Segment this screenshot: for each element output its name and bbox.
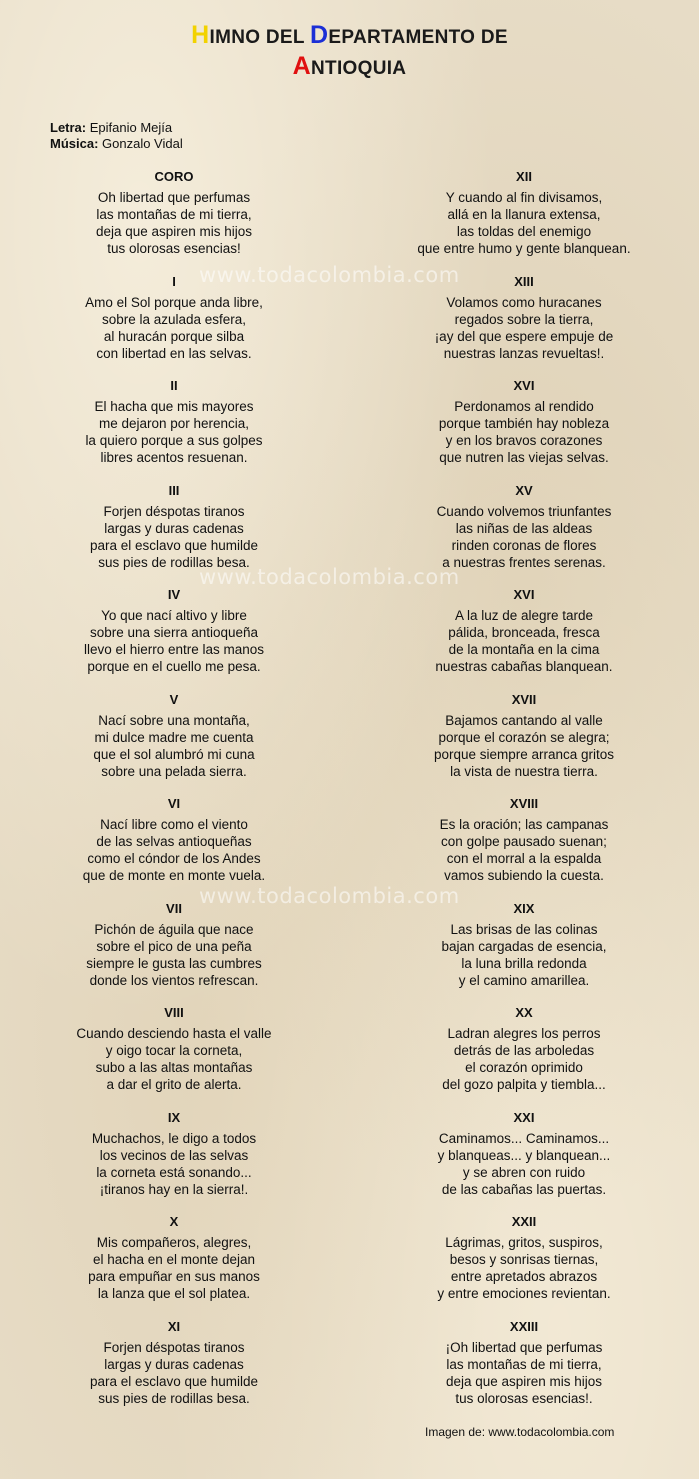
verse-line: y oigo tocar la corneta, <box>105 1043 243 1058</box>
stanza <box>394 1110 654 1215</box>
lyrics-author: Epifanio Mejía <box>86 120 173 135</box>
stanza <box>394 901 654 1006</box>
watermark: www.todacolombia.com <box>199 263 460 287</box>
right-stanza-column <box>394 169 654 1423</box>
verse-line: A la luz de alegre tarde <box>454 608 594 623</box>
left-stanza-column <box>44 169 304 1423</box>
verse-line: a dar el grito de alerta. <box>106 1077 242 1092</box>
verse-line: libres acentos resuenan. <box>100 450 248 465</box>
stanza <box>44 378 304 483</box>
verse-line: y blanqueas... y blanquean... <box>437 1147 611 1163</box>
verse-line: me dejaron por herencia, <box>98 416 250 431</box>
stanza <box>394 1214 654 1319</box>
stanza <box>44 692 304 797</box>
verse-line: y entre emociones revientan. <box>437 1286 611 1301</box>
verse-line: sobre la azulada esfera, <box>101 311 247 327</box>
verse-line: ¡Oh libertad que perfumas <box>445 1339 603 1355</box>
verse-line: los vecinos de las selvas <box>99 1147 249 1163</box>
stanza-number: VIII <box>164 1005 184 1020</box>
verse-line: del gozo palpita y tiembla... <box>442 1077 606 1092</box>
stanza <box>44 1005 304 1110</box>
stanza <box>394 1005 654 1110</box>
verse-line: vamos subiendo la cuesta. <box>444 868 604 883</box>
verse-line: de la montaña en la cima <box>448 642 600 657</box>
music-label: Música: <box>50 136 99 151</box>
watermark: www.todacolombia.com <box>199 884 460 908</box>
verse-line: sus pies de rodillas besa. <box>98 554 250 570</box>
stanza-number: XXII <box>511 1214 537 1229</box>
verse-line: y en los bravos corazones <box>445 433 603 448</box>
music-author: Gonzalo Vidal <box>98 136 183 151</box>
lyrics-label: Letra: <box>50 120 87 135</box>
stanza-number: V <box>169 691 179 707</box>
stanza <box>394 1319 654 1424</box>
verse-line: Y cuando al fin divisamos, <box>445 190 603 205</box>
verse-line: la corneta está sonando... <box>96 1164 252 1180</box>
verse-line: ¡ay del que espere empuje de <box>434 328 614 344</box>
verse-line: Cuando volvemos triunfantes <box>436 503 612 519</box>
verse-line: que nutren las viejas selvas. <box>439 450 609 465</box>
verse-line: Muchachos, le digo a todos <box>91 1130 257 1146</box>
verse-line: Oh libertad que perfumas <box>97 190 251 205</box>
verse-line: detrás de las arboledas <box>453 1043 595 1058</box>
verse-line: Es la oración; las campanas <box>439 817 609 832</box>
verse-line: las montañas de mi tierra, <box>446 1356 602 1372</box>
verse-line: Las brisas de las colinas <box>450 921 598 937</box>
title-text: EPARTAMENTO DE <box>328 27 508 48</box>
hymn-title-line-2 <box>0 52 699 83</box>
stanza-number: X <box>169 1214 179 1229</box>
title-capital-letter: H <box>191 21 210 49</box>
verse-line: la quiero porque a sus golpes <box>85 433 263 448</box>
stanza-number: CORO <box>154 169 194 184</box>
verse-line: las montañas de mi tierra, <box>96 207 252 222</box>
verse-line: pálida, bronceada, fresca <box>448 625 600 640</box>
verse-line: a nuestras frentes serenas. <box>442 554 606 570</box>
verse-line: porque también hay nobleza <box>438 416 610 431</box>
verse-line: con libertad en las selvas. <box>96 345 252 361</box>
title-capital-letter: D <box>310 21 329 49</box>
title-text: NTIOQUIA <box>311 58 407 79</box>
verse-line: nuestras lanzas revueltas!. <box>443 345 605 361</box>
verse-line: Cuando desciendo hasta el valle <box>76 1026 272 1041</box>
verse-line: porque en el cuello me pesa. <box>87 659 261 674</box>
verse-line: Amo el Sol porque anda libre, <box>85 294 263 310</box>
stanza-number: III <box>168 482 180 498</box>
verse-line: El hacha que mis mayores <box>94 399 254 414</box>
verse-line: que entre humo y gente blanquean. <box>417 241 631 256</box>
verse-line: donde los vientos refrescan. <box>89 972 259 988</box>
stanza <box>394 378 654 483</box>
title-capital-letter: A <box>292 52 312 80</box>
verse-line: las niñas de las aldeas <box>455 520 593 536</box>
stanza-number: II <box>170 378 178 393</box>
stanza <box>394 169 654 274</box>
watermark: www.todacolombia.com <box>199 565 460 589</box>
verse-line: para el esclavo que humilde <box>89 537 259 553</box>
stanza-number: XVII <box>511 691 537 707</box>
stanza <box>394 274 654 379</box>
verse-line: Nací sobre una montaña, <box>98 712 250 728</box>
title-text: IMNO DEL <box>209 27 311 48</box>
verse-line: Caminamos... Caminamos... <box>438 1130 610 1146</box>
stanza-number: XIX <box>513 900 535 916</box>
verse-line: sobre el pico de una peña <box>96 938 252 954</box>
stanza <box>44 1110 304 1215</box>
stanza-number: XVIII <box>509 796 539 811</box>
verse-line: como el cóndor de los Andes <box>87 851 261 866</box>
stanza-number: XII <box>516 169 532 184</box>
verse-line: ¡tiranos hay en la sierra!. <box>99 1181 249 1197</box>
verse-line: para el esclavo que humilde <box>89 1373 259 1389</box>
verse-line: sus pies de rodillas besa. <box>98 1390 250 1406</box>
verse-line: deja que aspiren mis hijos <box>95 224 253 239</box>
stanza-number: XVI <box>513 378 535 393</box>
stanza-number: XXIII <box>509 1318 539 1334</box>
verse-line: rinden coronas de flores <box>451 537 597 553</box>
verse-line: largas y duras cadenas <box>104 1356 244 1372</box>
stanza <box>394 587 654 692</box>
verse-line: siempre le gusta las cumbres <box>86 955 262 971</box>
verse-line: bajan cargadas de esencia, <box>441 938 607 954</box>
verse-line: la luna brilla redonda <box>461 955 587 971</box>
stanza <box>394 692 654 797</box>
verse-line: las toldas del enemigo <box>456 224 592 239</box>
music-credit <box>50 136 183 152</box>
image-source-credit: Imagen de: www.todacolombia.com <box>425 1425 615 1439</box>
stanza-number: I <box>172 273 176 289</box>
stanza-number: XIII <box>514 273 534 289</box>
stanza-number: VI <box>167 796 181 811</box>
verse-line: mi dulce madre me cuenta <box>94 729 254 745</box>
verse-line: que el sol alumbró mi cuna <box>93 746 255 762</box>
verse-line: de las cabañas las puertas. <box>441 1181 607 1197</box>
stanza-number: XI <box>167 1318 181 1334</box>
hymn-title-line-1 <box>0 21 699 52</box>
verse-line: con golpe pausado suenan; <box>441 834 607 849</box>
verse-line: Forjen déspotas tiranos <box>103 503 245 519</box>
lyrics-credit <box>50 120 183 136</box>
verse-line: porque siempre arranca gritos <box>433 746 615 762</box>
verse-line: al huracán porque silba <box>103 328 245 344</box>
verse-line: tus olorosas esencias! <box>107 241 241 256</box>
verse-line: para empuñar en sus manos <box>88 1269 260 1284</box>
verse-line: Volamos como huracanes <box>446 294 602 310</box>
verse-line: con el morral a la espalda <box>446 851 602 866</box>
verse-line: de las selvas antioqueñas <box>96 834 252 849</box>
stanza <box>44 1319 304 1424</box>
stanza <box>44 587 304 692</box>
verse-line: Mis compañeros, alegres, <box>96 1235 252 1250</box>
stanza <box>44 901 304 1006</box>
verse-line: llevo el hierro entre las manos <box>83 642 265 657</box>
verse-line: la vista de nuestra tierra. <box>450 763 598 779</box>
verse-line: Pichón de águila que nace <box>94 921 254 937</box>
stanza-number: XV <box>515 482 533 498</box>
stanza-number: VII <box>166 900 182 916</box>
verse-line: Forjen déspotas tiranos <box>103 1339 245 1355</box>
verse-line: la lanza que el sol platea. <box>97 1286 251 1301</box>
verse-line: Perdonamos al rendido <box>454 399 594 414</box>
verse-line: allá en la llanura extensa, <box>447 207 601 222</box>
verse-line: el corazón oprimido <box>465 1060 583 1075</box>
verse-line: entre apretados abrazos <box>450 1269 598 1284</box>
verse-line: y se abren con ruido <box>462 1164 586 1180</box>
verse-line: porque el corazón se alegra; <box>438 729 610 745</box>
verse-line: Ladran alegres los perros <box>447 1026 601 1041</box>
verse-line: besos y sonrisas tiernas, <box>449 1252 599 1267</box>
verse-line: y el camino amarillea. <box>458 972 590 988</box>
verse-line: regados sobre la tierra, <box>454 311 594 327</box>
stanza-number: XXI <box>513 1109 535 1125</box>
verse-line: sobre una pelada sierra. <box>101 763 247 779</box>
verse-line: Lágrimas, gritos, suspiros, <box>445 1235 603 1250</box>
verse-line: subo a las altas montañas <box>95 1060 253 1075</box>
stanza-number: IX <box>167 1109 181 1125</box>
stanza <box>44 274 304 379</box>
verse-line: Yo que nací altivo y libre <box>101 608 247 623</box>
verse-line: Bajamos cantando al valle <box>445 712 603 728</box>
credits <box>50 120 183 152</box>
verse-line: que de monte en monte vuela. <box>82 868 266 883</box>
verse-line: largas y duras cadenas <box>104 520 244 536</box>
verse-line: nuestras cabañas blanquean. <box>435 659 613 674</box>
verse-line: deja que aspiren mis hijos <box>445 1373 603 1389</box>
verse-line: sobre una sierra antioqueña <box>89 625 259 640</box>
stanza-number: IV <box>167 587 181 602</box>
stanza <box>44 1214 304 1319</box>
verse-line: el hacha en el monte dejan <box>92 1252 256 1267</box>
stanza <box>44 169 304 274</box>
verse-line: tus olorosas esencias!. <box>455 1390 593 1406</box>
stanza-number: XX <box>515 1005 533 1020</box>
verse-line: Nací libre como el viento <box>100 817 248 832</box>
stanza-number: XVI <box>513 587 535 602</box>
